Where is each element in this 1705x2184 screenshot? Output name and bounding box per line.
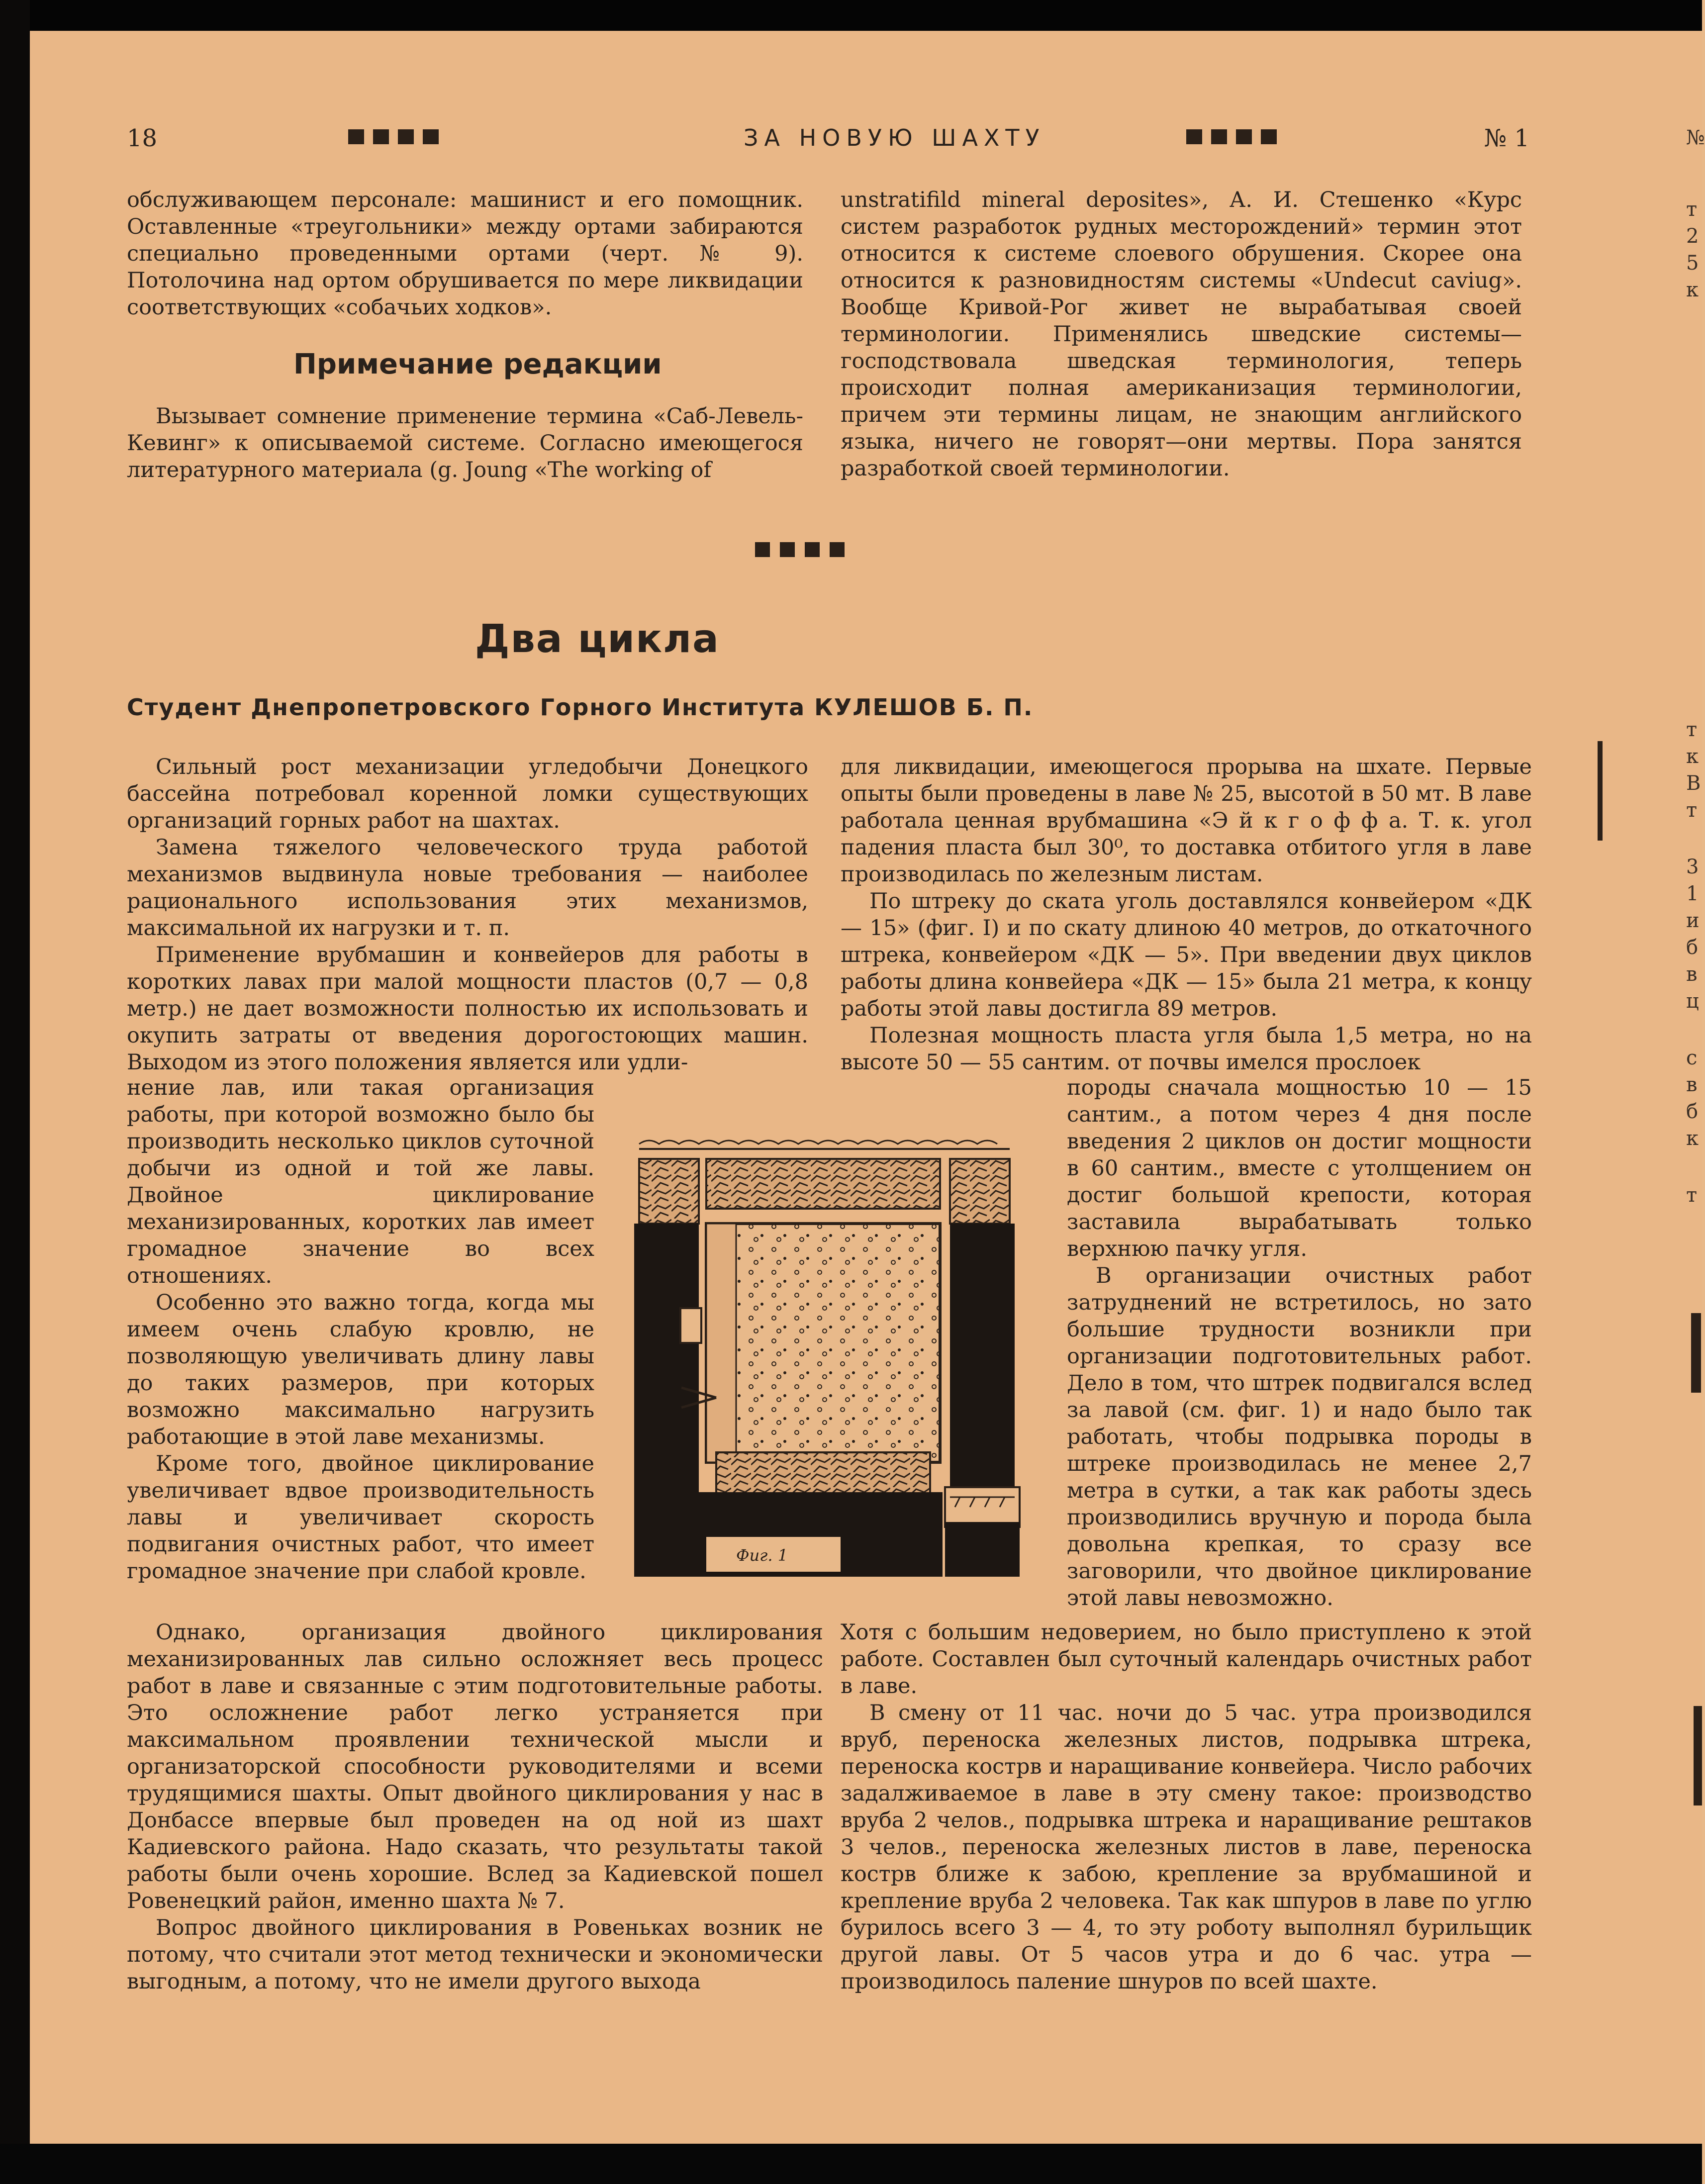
running-header: [127, 124, 1529, 154]
paragraph: В смену от 11 час. ночи до 5 час. утра производился вруб, переноска железных листов, подрывка штрека, переноска кострв и наращивание конвейера. Число рабочих задалживаемое в лаве в эту смену такое: производство вруба 2 челов., подрывка штрека и наращивание рештаков 3 челов., переноска железных листов в лаве, переноска кострв ближе к забою, крепление за врубмашиной и крепление вруба 2 человека. Так как шпуров в лаве по углю бурилось всего 3 — 4, то эту роботу выполнял бурильщик другой лавы. От 5 часов утра и до 6 час. утра — производилось паление шнуров по всей шахте.: [841, 1701, 1532, 1994]
left-column-bottom: [127, 1619, 823, 1995]
strip-char: к: [1686, 279, 1699, 301]
strip-char: к: [1686, 1127, 1699, 1150]
paragraph: Хотя с большим недоверием, но было приступлено к этой работе. Составлен был суточный календарь очистных работ в лаве.: [841, 1620, 1532, 1699]
strip-char: т: [1686, 799, 1698, 822]
prev-article-left: [127, 187, 803, 321]
paragraph: Однако, организация двойного циклирования механизированных лав сильно осложняет весь процесс работ в лаве и связанные с этим подготовительные работы. Это осложнение работ легко устраняется при максимальном проявлении технической мысли и организаторской способности руководителями и всеми трудящимися шахты. Опыт двойного циклирования у нас в Донбассе впервые был проведен на од ной из шахт Кадиевского района. Надо сказать, что результаты такой работы были очень хорошие. Вслед за Кадиевской пошел Ровенецкий район, именно шахта № 7.: [127, 1620, 823, 1913]
strip-char: к: [1686, 745, 1699, 768]
strip-char: №: [1686, 126, 1705, 149]
strip-char: ц: [1686, 990, 1699, 1013]
paragraph: Полезная мощность пласта угля была 1,5 метра, но на высоте 50 — 55 сантим. от почвы имелся прослоек: [841, 1023, 1532, 1075]
strip-char: в: [1686, 963, 1698, 986]
paragraph: По штреку до ската уголь доставлялся конвейером «ДК — 15» (фиг. I) и по скату длиною 40 метров, до откаточного штрека, конвейером «ДК — 5». При введении двух циклов работы длина конвейера «ДК — 15» была 21 метра, к концу работы этой лавы достигла 89 метров.: [841, 889, 1532, 1021]
strip-char: 3: [1686, 855, 1699, 878]
binding-mark: [1598, 741, 1603, 841]
right-column-bottom: [841, 1619, 1532, 1995]
right-column-top: [841, 754, 1532, 1076]
strip-char: т: [1686, 718, 1698, 741]
left-column-top: [127, 754, 808, 1076]
strip-char: в: [1686, 1073, 1698, 1096]
strip-char: т: [1686, 1184, 1698, 1207]
figure-caption: Фиг. 1: [736, 1546, 788, 1565]
strip-char: 2: [1686, 225, 1699, 248]
publication-title: ЗА НОВУЮ ШАХТУ: [744, 124, 1045, 151]
mine-section-drawing: [632, 1129, 1020, 1587]
strip-char: б: [1686, 936, 1699, 959]
paragraph: нение лав, или такая организация работы, при которой возможно было бы производить несколько циклов суточной добычи из одной и той же лавы. Двойное циклирование механизированных, коротких лав имеет громадное значение во всех отношениях.: [127, 1075, 594, 1288]
article-title: Два цикла: [475, 617, 720, 662]
page-number: 18: [127, 124, 158, 152]
editor-note-right: [841, 187, 1522, 482]
strip-char: т: [1686, 198, 1698, 221]
prev-article-text: обслуживающем персонале: машинист и его помощник. Оставленные «треугольники» между ортами забираются специально проведенными ортами (черт. № 9). Потолочина над ортом обрушивается по мере ликвидации соответствующих «собачьих ходков».: [127, 188, 803, 320]
header-ornament-left: [348, 129, 439, 144]
paragraph: В организации очистных работ затруднений не встретилось, но зато большие трудности возникли при организации подготовительных работ. Дело в том, что штрек подвигался вслед за лавой (см. фиг. 1) и надо было так работать, чтобы подрывка породы в штреке производилась не менее 2,7 метра в сутки, а так как работы здесь производились вручную и порода была довольна крепкая, то сразу все заговорили, что двойное циклирование этой лавы невозможно.: [1067, 1263, 1532, 1611]
paragraph: породы сначала мощностью 10 — 15 сантим., а потом через 4 дня после введения 2 циклов он достиг мощности в 60 сантим., вместе с утолщением он достиг большой крепости, которая заставила вырабатывать только верхнюю пачку угля.: [1067, 1075, 1532, 1261]
scan-top-border: [0, 0, 1702, 31]
strip-char: В: [1686, 772, 1701, 795]
paragraph: Сильный рост механизации угледобычи Донецкого бассейна потребовал коренной ломки существующих организаций горных работ на шахтах.: [127, 755, 808, 833]
editor-note-continued: unstratifild mineral deposites», А. И. Стешенко «Курс систем разработок рудных месторождений» термин этот относится к системе слоевого обрушения. Скорее она относится к разновидностям системы «Undecut caviug». Вообще Кривой-Рог живет не вырабатывая своей терминологии. Применялись шведские системы—господствовала шведская терминология, теперь происходит полная американизация терминологии, причем эти термины лицам, не знающим английского языка, ничего не говорят—они мертвы. Пора занятся разработкой своей терминологии.: [841, 188, 1522, 481]
paragraph: Особенно это важно тогда, когда мы имеем очень слабую кровлю, не позволяющую увеличивать длину лавы до таких размеров, при которых возможно максимально нагрузить работающие в этой лаве механизмы.: [127, 1290, 594, 1449]
strip-char: 1: [1686, 882, 1699, 905]
editor-note-left: [127, 403, 803, 483]
strip-char: с: [1686, 1046, 1698, 1069]
article-byline: Cтудент Днепропетровского Горного Института КУЛЕШОВ Б. П.: [127, 694, 1034, 721]
left-column-narrow: [127, 1074, 594, 1585]
figure-1: [632, 1129, 1020, 1587]
editor-note-text: Вызывает сомнение применение термина «Саб-Левель-Кевинг» к описываемой системе. Согласно имеющегося литературного материала (g. Joung «The working of: [127, 404, 803, 482]
paragraph: Кроме того, двойное циклирование увеличивает вдвое производительность лавы и увеличивает скорость подвигания очистных работ, что имеет громадное значение при слабой кровле.: [127, 1451, 594, 1584]
paragraph: Применение врубмашин и конвейеров для работы в коротких лавах при малой мощности пластов (0,7 — 0,8 метр.) не дает возможности полностью их использовать и окупить затраты от введения дорогостоющих машин. Выходом из этого положения является или удли-: [127, 943, 808, 1075]
adjacent-page-strip: [1686, 124, 1705, 1209]
issue-number: № 1: [1484, 124, 1529, 152]
paragraph: Замена тяжелого человеческого труда работой механизмов выдвинула новые требования — наиболее рационального использования этих механизмов, максимальной их нагрузки и т. п.: [127, 835, 808, 941]
strip-char: и: [1686, 909, 1700, 932]
scan-left-border: [0, 0, 30, 2184]
section-separator: [755, 542, 845, 557]
binding-mark: [1694, 1706, 1702, 1805]
strip-char: б: [1686, 1100, 1699, 1123]
paragraph: для ликвидации, имеющегося прорыва на шхате. Первые опыты были проведены в лаве № 25, высотой в 50 мт. В лаве работала ценная врубмашина «Э й к г о ф ф а. Т. к. угол падения пласта был 30⁰, то доставка отбитого угля в лаве производилась по железным листам.: [841, 755, 1532, 887]
paragraph: Вопрос двойного циклирования в Ровеньках возник не потому, что считали этот метод технически и экономически выгодным, а потому, что не имели другого выхода: [127, 1915, 823, 1994]
binding-mark: [1691, 1313, 1701, 1393]
right-column-narrow: [1067, 1074, 1532, 1612]
header-ornament-right: [1186, 129, 1277, 144]
editor-note-heading: Примечание редакции: [293, 348, 662, 380]
scan-bottom-border: [0, 2144, 1702, 2184]
strip-char: 5: [1686, 252, 1699, 275]
